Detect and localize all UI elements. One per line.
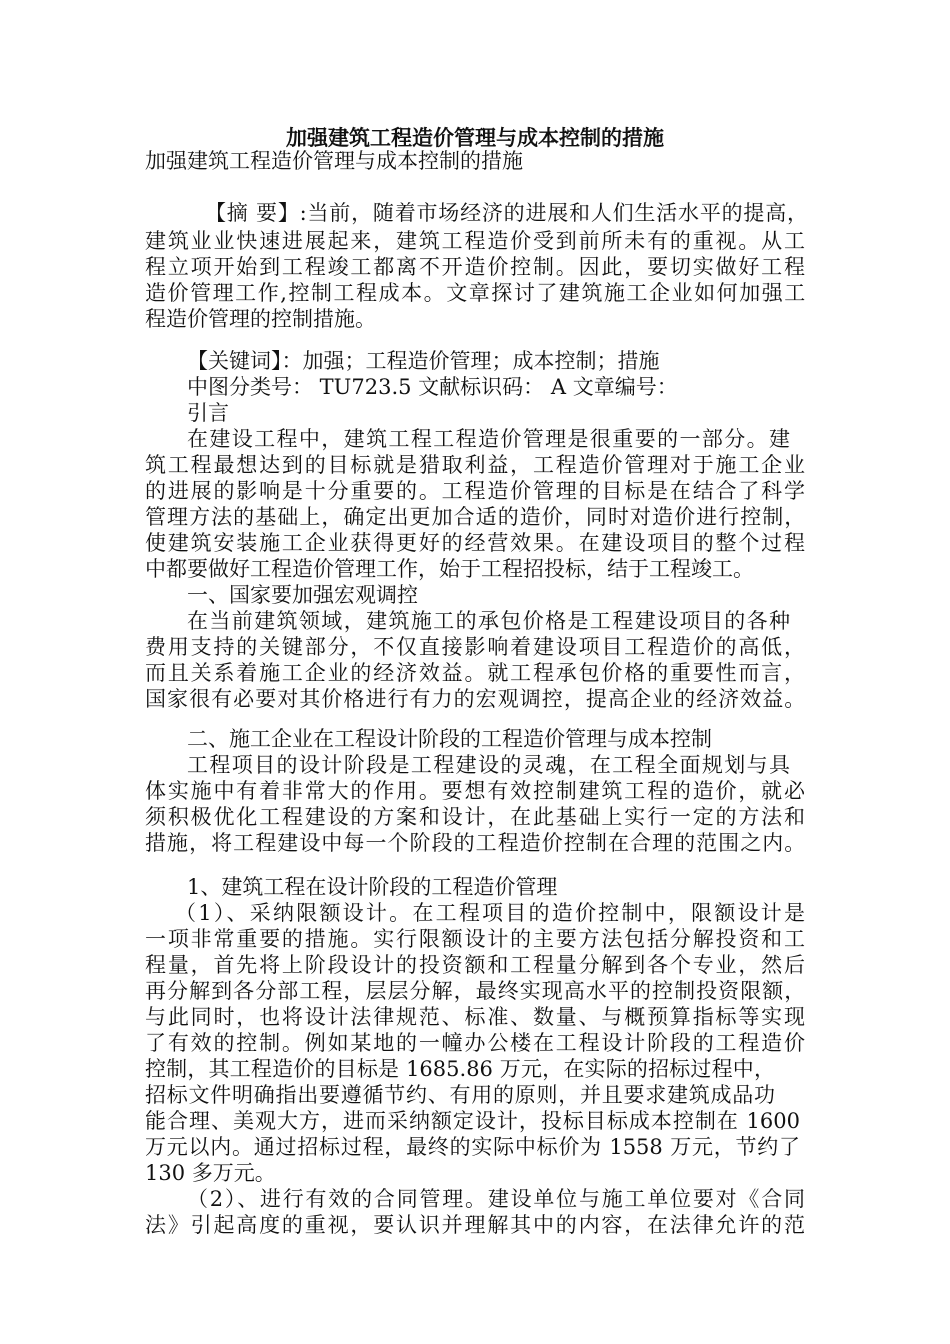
paragraph-line: 法》引起高度的重视，要认识并理解其中的内容，在法律允许的范 [145, 1213, 805, 1237]
paragraph-line: 程量，首先将上阶段设计的投资额和工程量分解到各个专业，然后 [145, 953, 805, 977]
paragraph-line: 中都要做好工程造价管理工作，始于工程招投标，结于工程竣工。 [145, 557, 754, 581]
paragraph-line: 国家很有必要对其价格进行有力的宏观调控，提高企业的经济效益。 [145, 687, 805, 711]
section-heading: 引言 [187, 401, 229, 425]
document-title: 加强建筑工程造价管理与成本控制的措施 [286, 125, 664, 150]
paragraph-line: （1）、采纳限额设计。在工程项目的造价控制中，限额设计是 [175, 901, 805, 925]
abstract-line: 程立项开始到工程竣工都离不开造价控制。因此，要切实做好工程 [145, 255, 805, 279]
abstract-line: 建筑业业快速进展起来，建筑工程造价受到前所未有的重视。从工 [145, 229, 805, 253]
paragraph-line: 费用支持的关键部分，不仅直接影响着建设项目工程造价的高低， [145, 635, 805, 659]
classification-line: 中图分类号： TU723.5 文献标识码： A 文章编号： [187, 375, 678, 399]
paragraph-line: 的进展的影响是十分重要的。工程造价管理的目标是在结合了科学 [145, 479, 805, 503]
section-heading: 一、国家要加强宏观调控 [187, 583, 418, 607]
abstract-line: 造价管理工作,控制工程成本。文章探讨了建筑施工企业如何加强工 [145, 281, 805, 305]
paragraph-line: 在当前建筑领域，建筑施工的承包价格是工程建设项目的各种 [187, 609, 790, 633]
paragraph-line: 控制，其工程造价的目标是 1685.86 万元，在实际的招标过程中， [145, 1057, 775, 1081]
paragraph-line: （2）、进行有效的合同管理。建设单位与施工单位要对《合同 [187, 1187, 805, 1211]
paragraph-line: 一项非常重要的措施。实行限额设计的主要方法包括分解投资和工 [145, 927, 805, 951]
abstract-line: 程造价管理的控制措施。 [145, 307, 376, 331]
paragraph-line: 使建筑安装施工企业获得更好的经营效果。在建设项目的整个过程 [145, 531, 805, 555]
abstract-line: 【摘 要】:当前，随着市场经济的进展和人们生活水平的提高， [205, 201, 808, 225]
paragraph-line: 在建设工程中，建筑工程工程造价管理是很重要的一部分。建 [187, 427, 790, 451]
paragraph-line: 与此同时，也将设计法律规范、标准、数量、与概预算指标等实现 [145, 1005, 805, 1029]
paragraph-line: 了有效的控制。例如某地的一幢办公楼在工程设计阶段的工程造价 [145, 1031, 805, 1055]
paragraph-line: 措施，将工程建设中每一个阶段的工程造价控制在合理的范围之内。 [145, 831, 805, 855]
paragraph-line: 筑工程最想达到的目标就是猎取利益，工程造价管理对于施工企业 [145, 453, 805, 477]
keywords-line: 【关键词】：加强；工程造价管理；成本控制；措施 [187, 349, 660, 373]
paragraph-line: 体实施中有着非常大的作用。要想有效控制建筑工程的造价，就必 [145, 779, 805, 803]
subsection-heading: 1、建筑工程在设计阶段的工程造价管理 [187, 875, 558, 899]
subtitle-line: 加强建筑工程造价管理与成本控制的措施 [145, 149, 523, 173]
paragraph-line: 而且关系着施工企业的经济效益。就工程承包价格的重要性而言， [145, 661, 805, 685]
paragraph-line: 工程项目的设计阶段是工程建设的灵魂，在工程全面规划与具 [187, 753, 790, 777]
paragraph-line: 130 多万元。 [145, 1161, 276, 1185]
paragraph-line: 万元以内。通过招标过程，最终的实际中标价为 1558 万元，节约了 [145, 1135, 800, 1159]
paragraph-line: 能合理、美观大方，进而采纳额定设计，投标目标成本控制在 1600 [145, 1109, 800, 1133]
paragraph-line: 须积极优化工程建设的方案和设计，在此基础上实行一定的方法和 [145, 805, 805, 829]
paragraph-line: 招标文件明确指出要遵循节约、有用的原则，并且要求建筑成品功 [145, 1083, 775, 1107]
section-heading: 二、施工企业在工程设计阶段的工程造价管理与成本控制 [187, 727, 712, 751]
paragraph-line: 再分解到各分部工程，层层分解，最终实现高水平的控制投资限额， [145, 979, 805, 1003]
paragraph-line: 管理方法的基础上，确定出更加合适的造价，同时对造价进行控制， [145, 505, 805, 529]
